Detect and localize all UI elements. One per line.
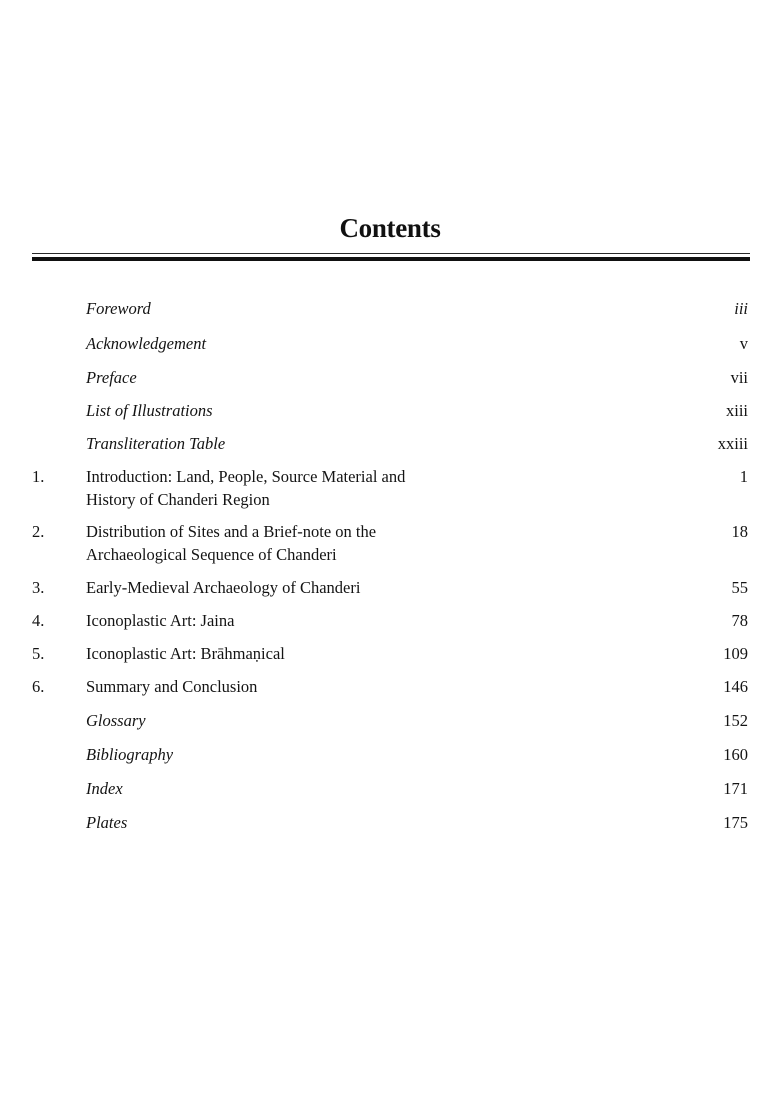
entry-title: Early-Medieval Archaeology of Chanderi [86,578,361,597]
entry-title: List of Illustrations [86,401,213,420]
entry-title: Iconoplastic Art: Jaina [86,611,235,630]
page-title: Contents [339,213,441,243]
entry-page: 175 [723,813,748,832]
chapter-number: 5. [32,644,45,663]
entry-title: Bibliography [86,745,174,764]
entry-page: vii [730,368,748,387]
entry-title-line2: History of Chanderi Region [86,490,270,509]
chapter-number: 2. [32,522,45,541]
heading-rule-thin [32,253,750,254]
chapter-number: 4. [32,611,45,630]
entry-title: Preface [86,368,137,387]
entry-title-line2: Archaeological Sequence of Chanderi [86,545,337,564]
entry-page: 152 [723,711,748,730]
entry-title: Glossary [86,711,146,730]
entry-title-line1: Introduction: Land, People, Source Material and [86,467,406,486]
entry-page: 55 [731,578,748,597]
entry-page: 109 [723,644,748,663]
entry-page: 146 [723,677,748,696]
chapter-number: 3. [32,578,45,597]
chapter-number: 1. [32,467,45,486]
entry-title: Foreword [86,299,151,318]
entry-page: 160 [723,745,748,764]
entry-page: xiii [725,401,748,420]
entry-title: Index [86,779,123,798]
chapter-number: 6. [32,677,45,696]
heading-rule-thick [32,257,750,261]
entry-title: Summary and Conclusion [86,677,258,696]
entry-page: 18 [731,522,748,541]
entry-title: Iconoplastic Art: Brāhmaṇical [86,644,285,663]
entry-title: Plates [86,813,128,832]
entry-title: Transliteration Table [86,434,226,453]
entry-title: Acknowledgement [86,334,207,353]
entry-page: 1 [739,467,748,486]
entry-title-line1: Distribution of Sites and a Brief-note on the [86,522,377,541]
entry-page: v [739,334,748,353]
entry-page: 171 [723,779,748,798]
entry-page: 78 [731,611,748,630]
entry-page: xxiii [717,434,748,453]
entry-page: iii [734,299,748,318]
